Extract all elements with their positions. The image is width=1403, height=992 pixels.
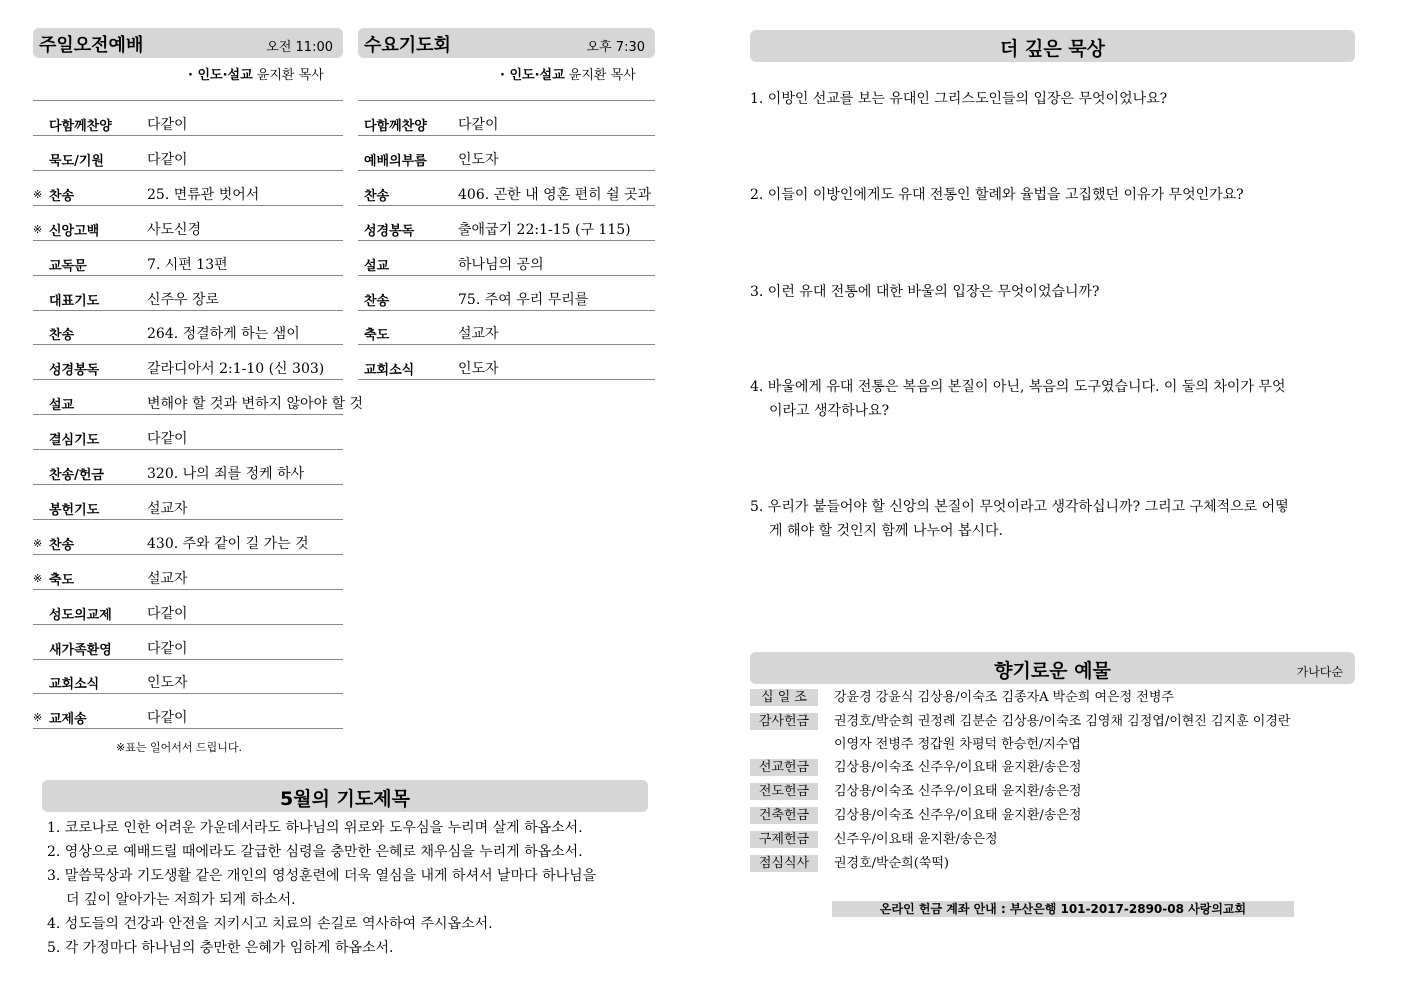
- order-value: 264. 정결하게 하는 샘이: [147, 326, 300, 343]
- sunday-order-row: [33, 669, 343, 694]
- meditation-question: 5. 우리가 붙들어야 할 신앙의 본질이 무엇이라고 생각하십니까? 그리고 구체적으로 어떻: [750, 499, 1289, 515]
- order-value: 하나님의 공의: [458, 256, 544, 273]
- sunday-order-row: [33, 181, 343, 206]
- order-value: 다같이: [147, 710, 188, 727]
- order-value: 다같이: [147, 431, 188, 448]
- order-value: 신주우 장로: [147, 291, 220, 308]
- sunday-order-row: [33, 565, 343, 590]
- wednesday-order-row: [358, 216, 655, 241]
- order-label: 설교: [49, 398, 75, 414]
- offering-title: 향기로운 예물: [994, 660, 1111, 682]
- wednesday-order-row: [358, 286, 655, 311]
- offering-order-note: 가나다순: [1296, 665, 1343, 679]
- order-label: 축도: [49, 572, 75, 588]
- order-value: 설교자: [147, 500, 188, 517]
- offering-header: [750, 652, 1355, 684]
- order-value: 다같이: [147, 117, 188, 133]
- offering-label: 선교헌금: [750, 759, 818, 776]
- order-value: 7. 시편 13편: [147, 256, 228, 273]
- order-value: 다같이: [147, 640, 188, 657]
- offering-names: 권경호/박순희 권정례 김분순 김상용/이숙조 김영채 김정엽/이현진 김지훈 이경란: [834, 714, 1291, 729]
- offering-row: [750, 831, 1350, 853]
- order-value: 사도신경: [147, 221, 202, 238]
- order-label: 봉헌기도: [49, 502, 100, 518]
- wednesday-presider-name: 윤지환 목사: [568, 68, 636, 83]
- offering-row: [750, 807, 1350, 829]
- sunday-order-row: [33, 111, 343, 136]
- order-label: 대표기도: [49, 293, 100, 309]
- sunday-order-row: [33, 600, 343, 625]
- prayer-header: [42, 780, 648, 812]
- offering-names: 김상용/이숙조 신주우/이요태 윤지환/송은정: [834, 808, 1082, 823]
- meditation-question: 3. 이런 유대 전통에 대한 바울의 입장은 무엇이었습니까?: [750, 284, 1100, 300]
- order-label: 찬송: [49, 537, 75, 553]
- offering-row: [750, 783, 1350, 805]
- standing-mark: ※: [33, 222, 43, 236]
- order-label: 결심기도: [49, 433, 100, 449]
- order-value: 설교자: [147, 570, 188, 587]
- meditation-header: [750, 30, 1355, 62]
- prayer-item: 5. 각 가정마다 하나님의 충만한 은혜가 임하게 하옵소서.: [47, 940, 394, 956]
- order-label: 새가족환영: [49, 642, 112, 658]
- sunday-order-row: [33, 390, 364, 415]
- offering-row: [750, 855, 1350, 877]
- order-label: 찬송/헌금: [49, 468, 104, 483]
- offering-label: 점심식사: [750, 855, 818, 872]
- offering-names: 권경호/박순희(쑥떡): [834, 856, 949, 871]
- standing-note: ※표는 일어서서 드립니다.: [116, 741, 242, 754]
- sunday-order-row: [33, 495, 343, 520]
- wednesday-order-row: [358, 146, 655, 171]
- sunday-header: [33, 28, 343, 58]
- sunday-order-row: [33, 425, 343, 450]
- wednesday-order-row: [358, 181, 655, 206]
- offering-label: 감사헌금: [750, 713, 818, 730]
- order-label: 교독문: [49, 258, 87, 274]
- wednesday-top-rule: [358, 100, 655, 101]
- sunday-order-row: [33, 216, 343, 241]
- order-label: 다함께찬양: [364, 119, 427, 134]
- order-value: 설교자: [458, 326, 499, 343]
- order-value: 25. 면류관 벗어서: [147, 186, 260, 203]
- sunday-presider: · 인도·설교 윤지환 목사: [188, 68, 324, 83]
- order-label: 다함께찬양: [49, 119, 112, 134]
- meditation-question: 이라고 생각하나요?: [769, 403, 890, 419]
- order-label: 성도의교제: [49, 607, 112, 623]
- order-value: 다같이: [147, 151, 188, 168]
- offering-label: 십 일 조: [750, 689, 818, 706]
- order-value: 인도자: [458, 151, 499, 168]
- sunday-order-row: [33, 460, 343, 485]
- standing-mark: ※: [33, 187, 43, 201]
- meditation-question: 1. 이방인 선교를 보는 유대인 그리스도인들의 입장은 무엇이었나요?: [750, 91, 1168, 107]
- offering-row: [750, 689, 1350, 711]
- offering-names: 이영자 전병주 정갑원 차평덕 한승헌/지수엽: [834, 737, 1081, 752]
- offering-label: 구제헌금: [750, 831, 818, 848]
- wednesday-presider-label: 인도·설교: [509, 68, 565, 83]
- order-value: 갈라디아서 2:1-10 (신 303): [147, 361, 325, 378]
- sunday-top-rule: [33, 100, 343, 101]
- order-value: 75. 주여 우리 무리를: [458, 291, 589, 308]
- sunday-order-row: [33, 251, 343, 276]
- prayer-item: 더 깊이 알아가는 저희가 되게 하소서.: [66, 892, 296, 908]
- order-label: 교회소식: [49, 677, 100, 693]
- wednesday-time: 오후 7:30: [586, 40, 645, 55]
- order-label: 예배의부름: [364, 153, 427, 169]
- meditation-title: 더 깊은 묵상: [1000, 38, 1105, 60]
- order-label: 찬송: [364, 188, 390, 204]
- order-label: 찬송: [364, 293, 390, 309]
- offering-label: 전도헌금: [750, 783, 818, 800]
- order-value: 출애굽기 22:1-15 (구 115): [458, 221, 631, 238]
- order-value: 430. 주와 같이 길 가는 것: [147, 535, 309, 552]
- sunday-order-row: [33, 320, 343, 345]
- wednesday-order-row: [358, 355, 655, 380]
- meditation-question: 4. 바울에게 유대 전통은 복음의 본질이 아닌, 복음의 도구였습니다. 이 둘의 차이가 무엇: [750, 379, 1286, 395]
- sunday-order-row: [33, 286, 343, 311]
- wednesday-order-row: [358, 320, 655, 345]
- offering-names: 강윤경 강윤식 김상용/이숙조 김종자A 박순희 여은정 전병주: [834, 690, 1174, 705]
- offering-row: [750, 759, 1350, 781]
- sunday-order-row: [33, 635, 343, 660]
- meditation-question: 게 해야 할 것인지 함께 나누어 봅시다.: [769, 523, 1004, 539]
- prayer-item: 4. 성도들의 건강과 안전을 지키시고 치료의 손길로 역사하여 주시옵소서.: [47, 916, 493, 932]
- sunday-time: 오전 11:00: [266, 40, 333, 55]
- sunday-order-row: [33, 704, 343, 729]
- order-label: 성경봉독: [49, 363, 100, 379]
- standing-mark: ※: [33, 536, 43, 550]
- sunday-title: 주일오전예배: [39, 35, 144, 56]
- wednesday-header: [358, 28, 655, 58]
- sunday-presider-label: 인도·설교: [197, 68, 253, 83]
- order-value: 320. 나의 죄를 정케 하사: [147, 466, 305, 482]
- prayer-item: 3. 말씀묵상과 기도생활 같은 개인의 영성훈련에 더욱 열심을 내게 하셔서 날마다 하나님을: [47, 868, 597, 884]
- order-value: 다같이: [147, 605, 188, 622]
- offering-names: 김상용/이숙조 신주우/이요태 윤지환/송은정: [834, 784, 1082, 799]
- order-label: 찬송: [49, 328, 75, 344]
- order-label: 찬송: [49, 188, 75, 204]
- offering-names: 신주우/이요태 윤지환/송은정: [834, 832, 998, 847]
- online-account-info: 온라인 헌금 계좌 안내 : 부산은행 101-2017-2890-08 사랑의교회: [832, 901, 1294, 917]
- order-label: 설교: [364, 258, 390, 274]
- wednesday-order-row: [358, 251, 655, 276]
- offering-names: 김상용/이숙조 신주우/이요태 윤지환/송은정: [834, 760, 1082, 775]
- sunday-order-row: [33, 355, 343, 380]
- order-label: 신앙고백: [49, 223, 100, 239]
- order-label: 축도: [364, 328, 390, 344]
- sunday-presider-name: 윤지환 목사: [256, 68, 324, 83]
- sunday-order-row: [33, 146, 343, 171]
- offering-row: [750, 713, 1350, 752]
- order-value: 다같이: [458, 117, 499, 133]
- wednesday-order-row: [358, 111, 655, 136]
- prayer-item: 1. 코로나로 인한 어려운 가운데서라도 하나님의 위로와 도우심을 누리며 살게 하옵소서.: [47, 820, 583, 836]
- order-value: 인도자: [458, 361, 499, 378]
- standing-mark: ※: [33, 711, 43, 725]
- order-label: 묵도/기원: [49, 153, 104, 169]
- order-value: 인도자: [147, 675, 188, 692]
- order-label: 성경봉독: [364, 223, 415, 239]
- order-value: 변해야 할 것과 변하지 않아야 할 것: [147, 396, 364, 413]
- order-value: 406. 곤한 내 영혼 편히 쉴 곳과: [458, 186, 652, 203]
- order-label: 교회소식: [364, 363, 415, 379]
- prayer-title: 5월의 기도제목: [280, 788, 410, 810]
- wednesday-presider: · 인도·설교 윤지환 목사: [500, 68, 636, 83]
- order-label: 교제송: [49, 712, 87, 728]
- prayer-item: 2. 영상으로 예배드릴 때에라도 갈급한 심령을 충만한 은혜로 채우심을 누리게 하옵소서.: [47, 844, 583, 860]
- standing-mark: ※: [33, 571, 43, 585]
- sunday-order-row: [33, 530, 343, 555]
- wednesday-title: 수요기도회: [364, 35, 451, 56]
- offering-label: 건축헌금: [750, 807, 818, 824]
- meditation-question: 2. 이들이 이방인에게도 유대 전통인 할례와 율법을 고집했던 이유가 무엇인가요?: [750, 187, 1244, 203]
